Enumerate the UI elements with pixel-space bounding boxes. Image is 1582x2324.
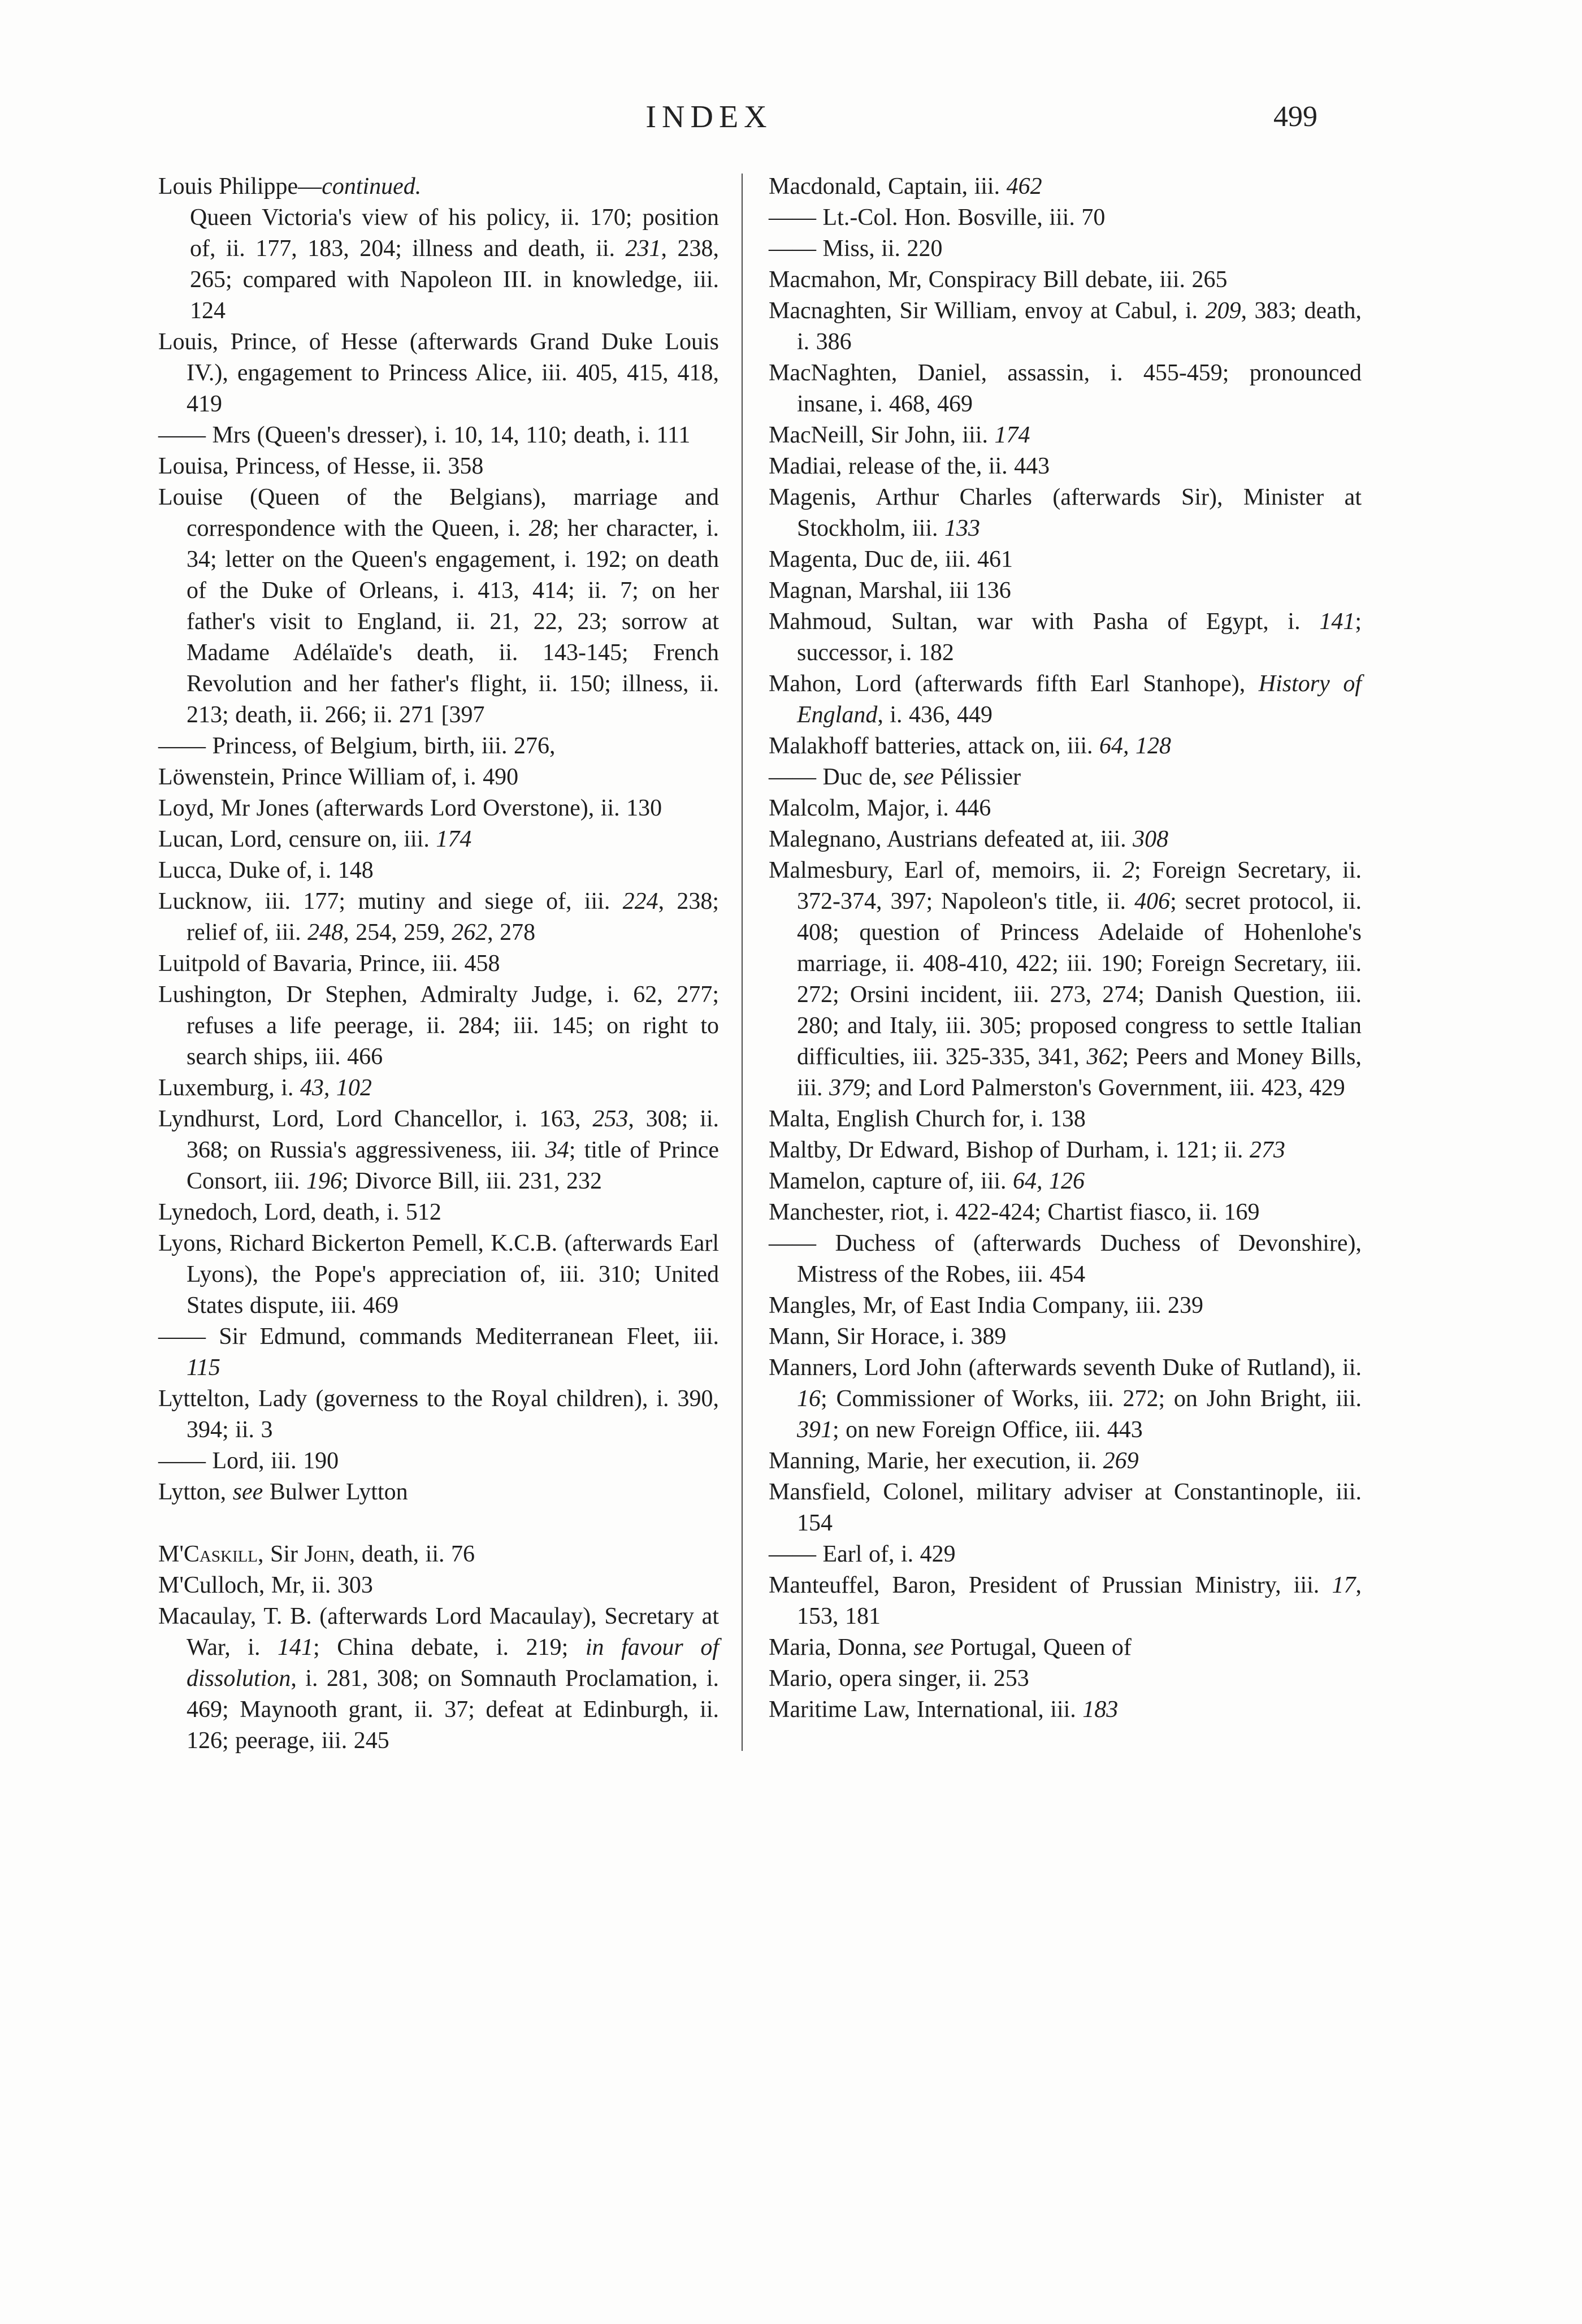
entry-text: Maltby, Dr Edward, Bishop of Durham, i. 121; ii. xyxy=(769,1137,1250,1163)
entry-text: M'Culloch, Mr, ii. 303 xyxy=(158,1572,373,1598)
index-entry xyxy=(769,731,1362,762)
entry-text: Malta, English Church for, i. 138 xyxy=(769,1106,1086,1132)
index-entry xyxy=(158,202,719,327)
entry-text: Lytton, xyxy=(158,1479,233,1505)
entry-text: 391 xyxy=(797,1417,833,1443)
entry-text: Mangles, Mr, of East India Company, iii. 239 xyxy=(769,1293,1203,1319)
left-column xyxy=(158,171,719,1757)
index-entry xyxy=(158,1539,719,1570)
entry-text: Mahon, Lord (afterwards fifth Earl Stanhope), xyxy=(769,671,1259,697)
entry-text: Louise (Queen of the Belgians), marriage and correspondence with the Queen, i. xyxy=(158,484,719,541)
index-entry xyxy=(769,824,1362,855)
entry-text: Malegnano, Austrians defeated at, iii. xyxy=(769,826,1133,852)
index-entry xyxy=(769,762,1362,793)
index-entry xyxy=(769,1446,1362,1477)
index-entry xyxy=(158,1384,719,1446)
entry-text: 64, 128 xyxy=(1099,733,1172,759)
entry-text: Queen Victoria's view of his policy, ii. 170; position of, ii. 177, 183, 204; illness and death, ii. xyxy=(190,205,719,262)
entry-text: Maria, Donna, xyxy=(769,1634,914,1660)
index-entry xyxy=(158,948,719,979)
index-entry xyxy=(158,1321,719,1384)
entry-text: Manners, Lord John (afterwards seventh Duke of Rutland), ii. xyxy=(769,1355,1362,1381)
column-divider xyxy=(742,174,743,1751)
entry-text: 141 xyxy=(278,1634,314,1660)
entry-text: M'Caskill xyxy=(158,1541,258,1567)
entry-text: Pélissier xyxy=(934,764,1021,790)
entry-text: , 308; ii. 368; on Russia's aggressiveness, iii. xyxy=(187,1106,719,1163)
index-entry xyxy=(769,296,1362,358)
entry-text: Louis Philippe— xyxy=(158,174,322,200)
entry-text: ; and Lord Palmerston's Government, iii. 423, 429 xyxy=(865,1075,1345,1101)
entry-text: Loyd, Mr Jones (afterwards Lord Overstone), ii. 130 xyxy=(158,795,662,821)
index-entry xyxy=(158,824,719,855)
entry-text: Madiai, release of the, ii. 443 xyxy=(769,453,1050,479)
entry-text: Macdonald, Captain, iii. xyxy=(769,174,1007,200)
index-entry xyxy=(769,855,1362,1104)
entry-text: Magnan, Marshal, iii 136 xyxy=(769,578,1011,604)
entry-text: Louisa, Princess, of Hesse, ii. 358 xyxy=(158,453,484,479)
index-entry xyxy=(158,1073,719,1104)
index-entry xyxy=(158,793,719,824)
entry-text: 308 xyxy=(1133,826,1169,852)
entry-text: 141 xyxy=(1319,609,1355,635)
entry-text: Lyttelton, Lady (governess to the Royal children), i. 390, 394; ii. 3 xyxy=(158,1386,719,1443)
index-entry xyxy=(158,1601,719,1757)
index-entry xyxy=(158,762,719,793)
entry-text: 43, 102 xyxy=(300,1075,372,1101)
entry-text: ; Divorce Bill, iii. 231, 232 xyxy=(342,1168,602,1194)
entry-text: Macaulay, T. B. (afterwards Lord Macaulay), Secretary at War, i. xyxy=(158,1603,719,1660)
index-entry xyxy=(158,451,719,482)
entry-text: 262 xyxy=(452,920,488,946)
entry-text: 28 xyxy=(528,515,553,541)
entry-text: —— Mrs (Queen's dresser), i. 10, 14, 110; death, i. 111 xyxy=(158,422,691,448)
index-entry xyxy=(769,1632,1362,1663)
entry-text: , 238, 265; compared with Napoleon III. in knowledge, iii. 124 xyxy=(190,236,720,324)
index-entry xyxy=(158,327,719,420)
entry-text: Malcolm, Major, i. 446 xyxy=(769,795,991,821)
entry-text: Macnaghten, Sir William, envoy at Cabul, i. xyxy=(769,298,1206,324)
index-entry xyxy=(158,1446,719,1477)
entry-text: John xyxy=(304,1541,349,1567)
index-entry xyxy=(769,420,1362,451)
entry-text: Mann, Sir Horace, i. 389 xyxy=(769,1324,1007,1350)
entry-text: 362 xyxy=(1086,1044,1122,1070)
entry-text: Löwenstein, Prince William of, i. 490 xyxy=(158,764,519,790)
entry-text: —— Sir Edmund, commands Mediterranean Fleet, iii. xyxy=(158,1324,719,1350)
page-header xyxy=(158,99,1362,138)
entry-text: —— Lord, iii. 190 xyxy=(158,1448,339,1474)
entry-text: ; Foreign Secretary, ii. 372-374, 397; Napoleon's title, ii. xyxy=(797,857,1362,914)
index-entry xyxy=(158,482,719,731)
index-entry xyxy=(769,575,1362,606)
index-columns xyxy=(158,171,1362,1757)
entry-text: Manchester, riot, i. 422-424; Chartist fiasco, ii. 169 xyxy=(769,1199,1260,1225)
index-entry xyxy=(769,544,1362,575)
index-entry xyxy=(769,669,1362,731)
entry-text: Mario, opera singer, ii. 253 xyxy=(769,1666,1029,1692)
index-entry xyxy=(769,1104,1362,1135)
entry-text: Magenis, Arthur Charles (afterwards Sir), Minister at Stockholm, iii. xyxy=(769,484,1362,541)
entry-text: 224 xyxy=(622,888,658,914)
entry-text: ; title of Prince Consort, iii. xyxy=(187,1137,719,1194)
entry-text: MacNaghten, Daniel, assassin, i. 455-459; pronounced insane, i. 468, 469 xyxy=(769,360,1362,417)
index-entry xyxy=(769,202,1362,233)
entry-text: , i. 281, 308; on Somnauth Proclamation, i. 469; Maynooth grant, ii. 37; defeat at Edinburgh, ii. 126; peerage, iii. 245 xyxy=(187,1666,719,1754)
index-entry xyxy=(158,1477,719,1508)
index-title: INDEX xyxy=(645,99,773,135)
entry-text: 462 xyxy=(1006,174,1042,200)
entry-text: Maritime Law, International, iii. xyxy=(769,1697,1083,1723)
entry-text: see xyxy=(903,764,934,790)
index-entry xyxy=(769,1663,1362,1694)
entry-text: see xyxy=(232,1479,263,1505)
entry-text: 269 xyxy=(1103,1448,1139,1474)
entry-text: Mansfield, Colonel, military adviser at Constantinople, iii. 154 xyxy=(769,1479,1362,1536)
index-entry xyxy=(769,1228,1362,1290)
entry-text: , Sir xyxy=(258,1541,305,1567)
entry-text: ; secret protocol, ii. 408; question of Princess Adelaide of Hohenlohe's marriage, ii. 408-410, 422; iii. 190; Foreign Secretary, iii. 272; Orsini incident, iii. 273, 274; Danish Question, iii. 280; and Italy, iii. 305; proposed congress to settle Italian difficulties, iii. 325-335, 341, xyxy=(797,888,1362,1070)
page-number: 499 xyxy=(1273,101,1317,133)
entry-text: History of England xyxy=(797,671,1362,728)
entry-text: Mamelon, capture of, iii. xyxy=(769,1168,1013,1194)
entry-text: ; Peers and Money Bills, iii. xyxy=(797,1044,1362,1101)
entry-text: 64, 126 xyxy=(1013,1168,1085,1194)
entry-text: see xyxy=(913,1634,944,1660)
entry-text: Lynedoch, Lord, death, i. 512 xyxy=(158,1199,441,1225)
entry-text: Bulwer Lytton xyxy=(263,1479,408,1505)
entry-text: Malmesbury, Earl of, memoirs, ii. xyxy=(769,857,1122,883)
entry-text: 2 xyxy=(1122,857,1134,883)
entry-text: —— Duchess of (afterwards Duchess of Devonshire), Mistress of the Robes, iii. 454 xyxy=(769,1230,1362,1287)
entry-text: 196 xyxy=(306,1168,343,1194)
index-entry xyxy=(158,1104,719,1197)
entry-text: , 278 xyxy=(487,920,536,946)
entry-text: Portugal, Queen of xyxy=(943,1634,1132,1660)
entry-text: continued. xyxy=(322,174,422,200)
right-column xyxy=(769,171,1362,1757)
index-entry xyxy=(769,793,1362,824)
index-entry xyxy=(769,1570,1362,1632)
index-entry xyxy=(769,1197,1362,1228)
index-entry xyxy=(158,979,719,1073)
index-entry xyxy=(158,886,719,948)
entry-text: ; Commissioner of Works, iii. 272; on John Bright, iii. xyxy=(821,1386,1362,1412)
index-entry xyxy=(769,1290,1362,1321)
entry-text: Lushington, Dr Stephen, Admiralty Judge, i. 62, 277; refuses a life peerage, ii. 284; iii. 145; on right to search ships, iii. 466 xyxy=(158,982,719,1070)
index-entry xyxy=(769,358,1362,420)
entry-text: Mahmoud, Sultan, war with Pasha of Egypt, i. xyxy=(769,609,1320,635)
index-entry xyxy=(769,171,1362,202)
entry-text: 183 xyxy=(1082,1697,1119,1723)
index-entry xyxy=(158,1228,719,1321)
entry-text: Luitpold of Bavaria, Prince, iii. 458 xyxy=(158,951,500,977)
entry-text: , 238; relief of, iii. xyxy=(187,888,720,946)
entry-text: , 153, 181 xyxy=(797,1572,1362,1629)
entry-text: MacNeill, Sir John, iii. xyxy=(769,422,995,448)
entry-text: Luxemburg, i. xyxy=(158,1075,300,1101)
entry-text: —— Earl of, i. 429 xyxy=(769,1541,956,1567)
index-entry xyxy=(769,1539,1362,1570)
index-entry xyxy=(769,1166,1362,1197)
entry-text: Lyndhurst, Lord, Lord Chancellor, i. 163, xyxy=(158,1106,593,1132)
entry-text: Louis, Prince, of Hesse (afterwards Grand Duke Louis IV.), engagement to Princess Alice, iii. 405, 415, 418, 419 xyxy=(158,329,719,417)
entry-text: Manning, Marie, her execution, ii. xyxy=(769,1448,1103,1474)
entry-text: 406 xyxy=(1134,888,1171,914)
entry-text: 115 xyxy=(187,1355,220,1381)
entry-text: Malakhoff batteries, attack on, iii. xyxy=(769,733,1100,759)
entry-text: Manteuffel, Baron, President of Prussian Ministry, iii. xyxy=(769,1572,1332,1598)
index-entry xyxy=(769,606,1362,669)
index-entry xyxy=(158,1197,719,1228)
entry-text: , i. 436, 449 xyxy=(877,702,992,728)
index-entry xyxy=(158,855,719,886)
entry-text: 209 xyxy=(1205,298,1241,324)
entry-text: 174 xyxy=(436,826,472,852)
entry-text: 379 xyxy=(829,1075,865,1101)
entry-text: ; on new Foreign Office, iii. 443 xyxy=(833,1417,1143,1443)
index-entry xyxy=(769,1694,1362,1725)
index-entry xyxy=(769,233,1362,265)
entry-text: Lucca, Duke of, i. 148 xyxy=(158,857,374,883)
index-entry xyxy=(158,420,719,451)
index-entry xyxy=(158,1570,719,1601)
entry-text: ; her character, i. 34; letter on the Queen's engagement, i. 192; on death of the Duke of Orleans, i. 413, 414; ii. 7; on her father's visit to England, ii. 21, 22, 23; sorrow at Madame Adélaïde's death, ii. 143-145; French Revolution and her father's flight, ii. 150; illness, ii. 213; death, ii. 266; ii. 271 [397 xyxy=(187,515,719,728)
entry-text: 174 xyxy=(994,422,1030,448)
entry-text: Lucan, Lord, censure on, iii. xyxy=(158,826,436,852)
entry-text: 231 xyxy=(625,236,661,262)
entry-text: —— Lt.-Col. Hon. Bosville, iii. 70 xyxy=(769,205,1106,231)
entry-text: 253 xyxy=(592,1106,629,1132)
entry-text: ; successor, i. 182 xyxy=(797,609,1362,666)
index-entry xyxy=(769,451,1362,482)
entry-text: 273 xyxy=(1249,1137,1285,1163)
entry-text: in favour of dissolution xyxy=(187,1634,719,1692)
entry-text: Lucknow, iii. 177; mutiny and siege of, iii. xyxy=(158,888,623,914)
entry-text: , 383; death, i. 386 xyxy=(797,298,1362,355)
entry-text: Lyons, Richard Bickerton Pemell, K.C.B. (afterwards Earl Lyons), the Pope's appreciation of, iii. 310; United States dispute, iii. 469 xyxy=(158,1230,719,1319)
index-entry xyxy=(158,171,719,202)
entry-text: 16 xyxy=(797,1386,821,1412)
entry-text: 133 xyxy=(944,515,981,541)
index-entry xyxy=(769,1352,1362,1446)
entry-text: Macmahon, Mr, Conspiracy Bill debate, iii. 265 xyxy=(769,267,1228,293)
entry-text: —— Princess, of Belgium, birth, iii. 276, xyxy=(158,733,556,759)
entry-text: ; China debate, i. 219; xyxy=(313,1634,586,1660)
entry-text: 248 xyxy=(307,920,344,946)
entry-text: , 254, 259, xyxy=(343,920,452,946)
index-entry xyxy=(769,482,1362,544)
index-entry xyxy=(769,1321,1362,1352)
index-entry xyxy=(158,731,719,762)
entry-text: —— Duc de, xyxy=(769,764,904,790)
entry-text: , death, ii. 76 xyxy=(349,1541,475,1567)
entry-text: 34 xyxy=(545,1137,569,1163)
entry-text: —— Miss, ii. 220 xyxy=(769,236,943,262)
index-entry xyxy=(769,1135,1362,1166)
index-entry xyxy=(769,265,1362,296)
entry-text: Magenta, Duc de, iii. 461 xyxy=(769,547,1013,573)
entry-text: 17 xyxy=(1332,1572,1356,1598)
index-entry xyxy=(769,1477,1362,1539)
